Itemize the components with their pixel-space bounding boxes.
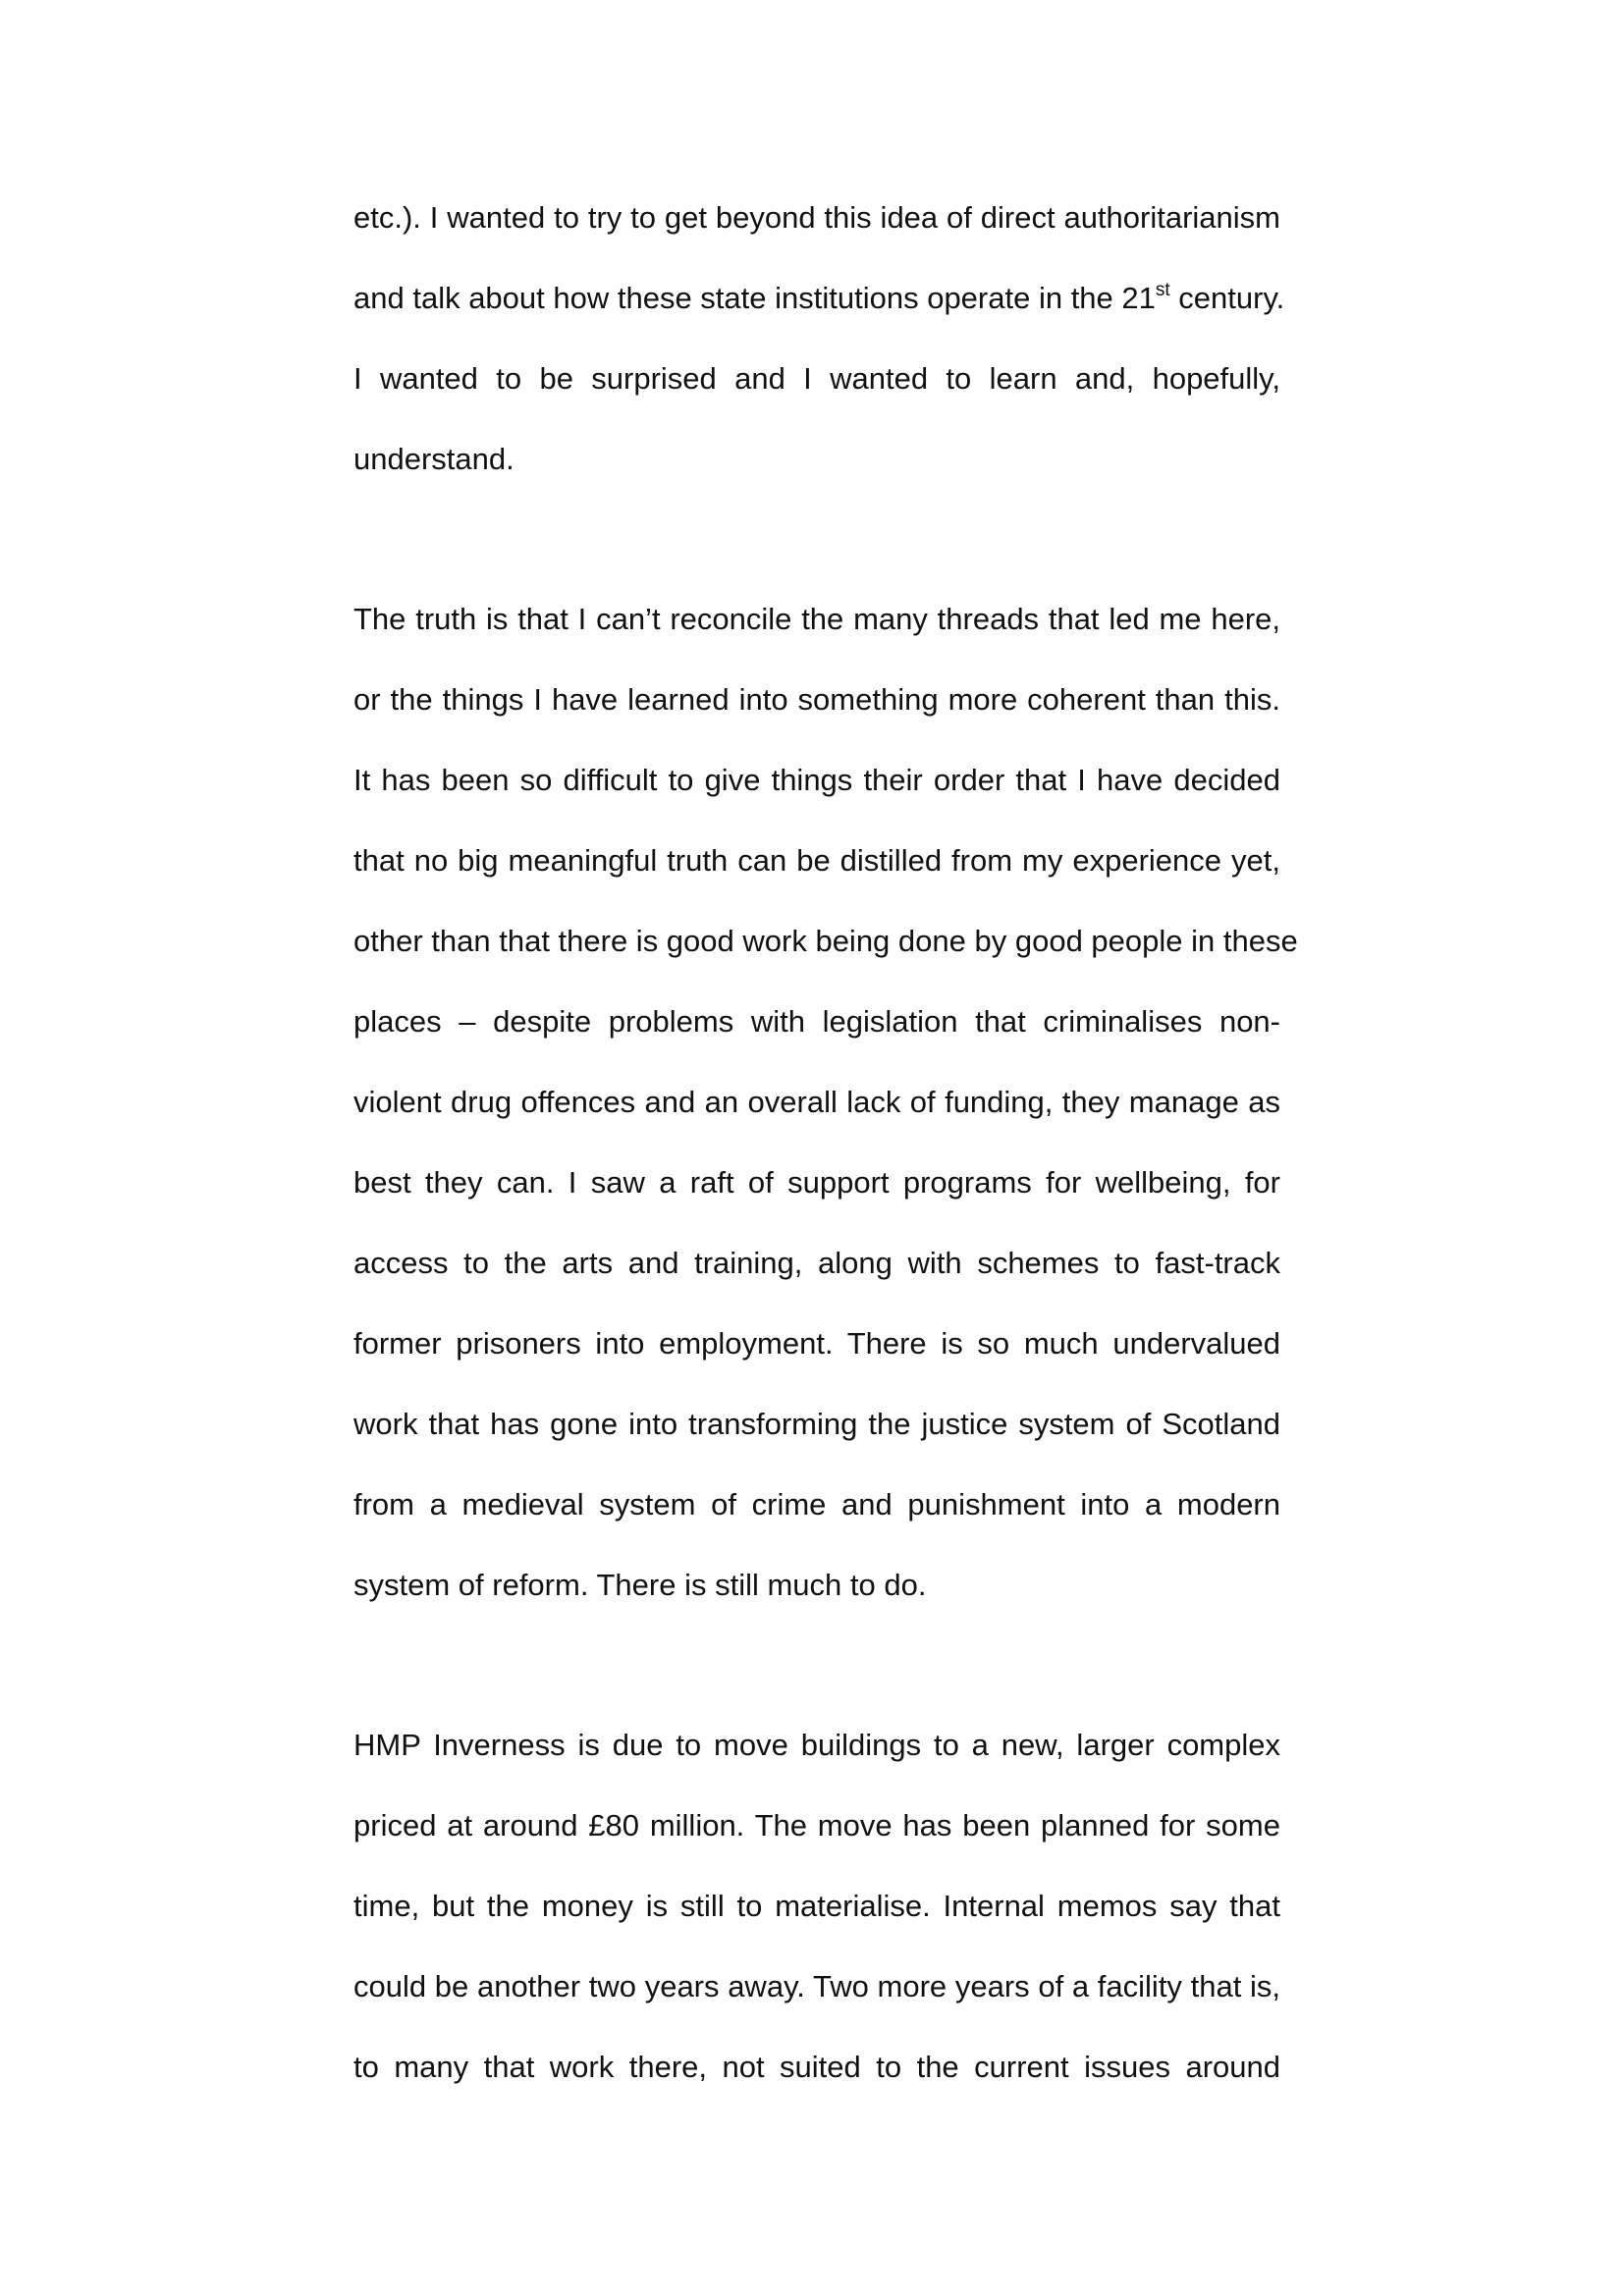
text-line: best they can. I saw a raft of support programs for wellbeing, for bbox=[353, 1165, 1280, 1200]
text-segment: and talk about how these state institutions operate in the 21 bbox=[353, 281, 1156, 315]
text-line: HMP Inverness is due to move buildings to a new, larger complex bbox=[353, 1728, 1280, 1762]
paragraph-1 bbox=[353, 178, 1285, 500]
text-line: I wanted to be surprised and I wanted to learn and, hopefully, bbox=[353, 361, 1280, 396]
text-segment: century. bbox=[1169, 281, 1285, 315]
text-line: that no big meaningful truth can be distilled from my experience yet, bbox=[353, 843, 1280, 878]
text-line-with-superscript bbox=[353, 258, 1285, 339]
paragraph-3 bbox=[353, 1705, 1280, 2108]
text-line: priced at around £80 million. The move has been planned for some bbox=[353, 1808, 1280, 1842]
text-line: work that has gone into transforming the justice system of Scotland bbox=[353, 1407, 1280, 1441]
text-line: The truth is that I can’t reconcile the many threads that led me here, bbox=[353, 602, 1280, 636]
paragraph-2 bbox=[353, 579, 1298, 1626]
text-line: places – despite problems with legislation that criminalises non- bbox=[353, 1004, 1280, 1039]
text-line: etc.). I wanted to try to get beyond this idea of direct authoritarianism bbox=[353, 200, 1280, 235]
text-line: former prisoners into employment. There is so much undervalued bbox=[353, 1326, 1280, 1361]
text-line: understand. bbox=[353, 442, 514, 476]
text-line: It has been so difficult to give things their order that I have decided bbox=[353, 763, 1280, 797]
ordinal-superscript: st bbox=[1155, 279, 1170, 300]
text-line: other than that there is good work being done by good people in these bbox=[353, 924, 1298, 958]
text-line: could be another two years away. Two more years of a facility that is, bbox=[353, 1969, 1280, 2003]
text-line: violent drug offences and an overall lack of funding, they manage as bbox=[353, 1085, 1280, 1119]
text-line: to many that work there, not suited to the current issues around bbox=[353, 2050, 1280, 2084]
text-line: time, but the money is still to materialise. Internal memos say that bbox=[353, 1889, 1280, 1923]
text-line: from a medieval system of crime and punishment into a modern bbox=[353, 1487, 1280, 1522]
text-line: system of reform. There is still much to do. bbox=[353, 1568, 927, 1602]
text-line: access to the arts and training, along with schemes to fast-track bbox=[353, 1246, 1280, 1280]
text-line: or the things I have learned into something more coherent than this. bbox=[353, 682, 1280, 717]
